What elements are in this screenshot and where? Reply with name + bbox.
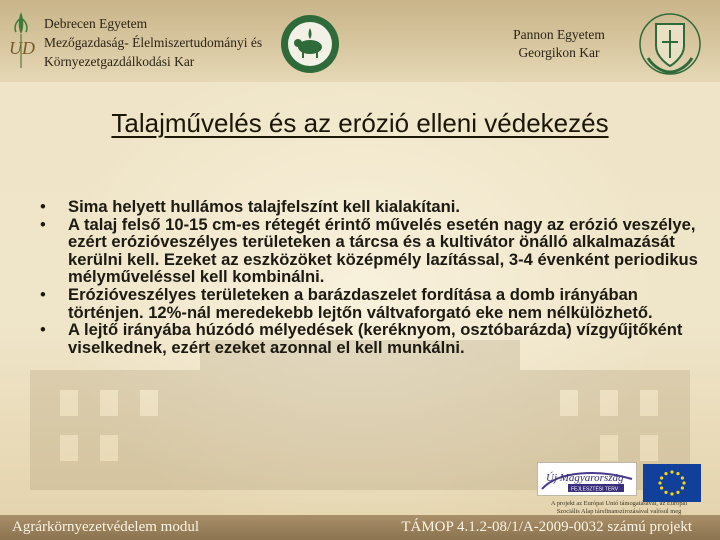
funding-note-line-2: Szociális Alap társfinanszírozásával valósul meg xyxy=(556,508,682,515)
slide-title: Talajművelés és az erózió elleni védekezés xyxy=(111,108,609,138)
bullet-text: Sima helyett hullámos talajfelszínt kell kialakítani. xyxy=(68,197,460,216)
debrecen-university-name xyxy=(44,14,262,71)
bullet-item xyxy=(40,286,700,321)
ud-logo-letter-u: UD xyxy=(9,38,35,58)
bullet-item xyxy=(40,321,700,356)
bullet-list xyxy=(40,198,700,356)
faculty-seal-sheep-icon xyxy=(280,14,340,74)
uj-magyarorszag-sub: FEJLESZTÉSI TERV xyxy=(571,486,619,493)
debrecen-line-3: Környezetgazdálkodási Kar xyxy=(44,54,195,69)
funding-note xyxy=(531,500,707,516)
bullet-text: A lejtő irányába húzódó mélyedések (keréknyom, osztóbarázda) vízgyűjtőként viselkednek, ezért ezeket azonnal el kell munkálni. xyxy=(68,320,683,357)
debrecen-line-1: Debrecen Egyetem xyxy=(44,16,148,31)
bullet-dot: • xyxy=(40,197,46,216)
pannon-line-1: Pannon Egyetem xyxy=(513,27,605,42)
footer-module-name: Agrárkörnyezetvédelem modul xyxy=(12,519,200,535)
footer-band xyxy=(0,515,720,540)
uj-magyarorszag-logo xyxy=(537,462,637,496)
bullet-dot: • xyxy=(40,284,46,304)
footer-project-id: TÁMOP 4.1.2-08/1/A-2009-0032 számú projekt xyxy=(401,519,692,535)
pannon-line-2: Georgikon Kar xyxy=(518,45,600,60)
bullet-item xyxy=(40,198,700,216)
bullet-item xyxy=(40,216,700,286)
bullet-dot: • xyxy=(40,214,46,234)
georgikon-shield-crest-icon xyxy=(638,12,702,76)
bullet-text: Erózióveszélyes területeken a barázdaszelet fordítása a domb irányában történjen. 12%-nál meredekebb lejtőn váltvaforgató eke nem nélkülözhető. xyxy=(68,284,653,322)
uj-magyarorszag-brand: Új Magyarország xyxy=(546,472,624,484)
pannon-university-name xyxy=(505,26,613,62)
header-band xyxy=(0,0,720,82)
debrecen-line-2: Mezőgazdaság- Élelmiszertudományi és xyxy=(44,35,263,50)
bullet-dot: • xyxy=(40,320,46,340)
bullet-text: A talaj felső 10-15 cm-es rétegét érintő művelés esetén nagy az erózió veszélye, ezért erózióveszélyes területeken a tárcsa és a kultivátor önálló alkalmazását kerülni kell. Ezeket az eszközöket középmély lazítással, 3-4 évenként periodikus mélyműveléssel kell kombinálni. xyxy=(68,214,698,287)
funding-note-line-1: A projekt az Európai Unió támogatásával, az Európai xyxy=(550,500,688,507)
eu-flag-icon xyxy=(643,464,701,502)
uj-magyarorszag-logo-icon xyxy=(538,463,636,495)
ud-university-logo-icon xyxy=(6,10,36,70)
